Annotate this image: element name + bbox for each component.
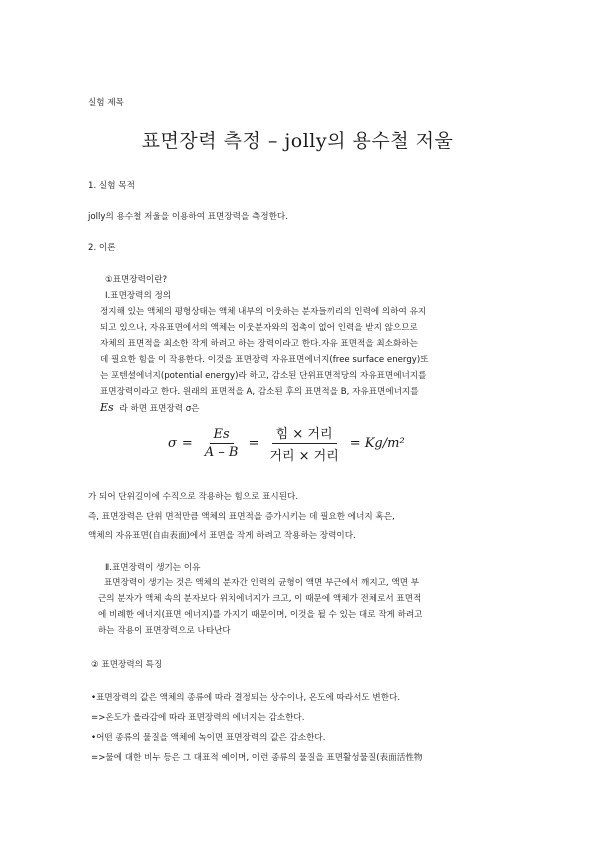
subsection-2-heading: ② 표면장력의 특징 — [91, 660, 163, 670]
definition-line-1: 정지해 있는 액체의 평형상태는 액체 내부의 이웃하는 분자들끼리의 인력에 의하여 유지 — [100, 307, 427, 317]
es-symbol: Es — [100, 401, 114, 414]
definition-line-5: 는 포텐셜에너지(potential energy)라 하고, 감소된 단위표면적당의 자유표면에너지를 — [100, 371, 427, 381]
definition-line-6: 표면장력이라고 한다. 원래의 표면적을 A, 감소된 후의 표면적을 B, 자유표면에너지를 — [100, 387, 419, 397]
formula-fraction-energy — [201, 427, 243, 460]
formula-equals-3: = — [349, 436, 361, 451]
formula-sigma: σ — [168, 436, 177, 451]
feature-line-2: =>온도가 올라감에 따라 표면장력의 에너지는 감소한다. — [91, 713, 305, 723]
reason-line-4: 하는 작용이 표면장력으로 나타난다 — [98, 626, 231, 636]
feature-line-4: =>물에 대한 비누 등은 그 대표적 예이며, 이런 종류의 물질을 표면활성물질(表面活性物 — [91, 753, 423, 763]
section-2-heading: 2. 이론 — [88, 243, 116, 253]
section-1-body: jolly의 용수철 저울을 이용하여 표면장력을 측정한다. — [88, 212, 288, 222]
definition-line-3: 자체의 표면적을 최소한 작게 하려고 하는 장력이라고 한다.자유 표면적을 최소화하는 — [100, 339, 418, 349]
after-formula-line-1: 가 되어 단위길이에 수직으로 작용하는 힘으로 표시된다. — [88, 492, 299, 502]
es-line-text: 라 하면 표면장력 σ은 — [119, 404, 200, 414]
formula-numerator-es: Es — [210, 427, 234, 444]
section-1-heading: 1. 실험 목적 — [88, 181, 135, 191]
formula-result-units: Kg/m² — [364, 436, 405, 451]
formula-denominator-distance-distance: 거리 × 거리 — [269, 449, 339, 464]
surface-tension-formula — [168, 423, 405, 464]
reason-line-1: 표면장력이 생기는 것은 액체의 분자간 인력의 균형이 액면 부근에서 깨지고, 액면 부 — [104, 578, 420, 588]
after-formula-line-2: 즉, 표면장력은 단위 면적만큼 액체의 표면적을 증가시키는 데 필요한 에너지 혹은, — [88, 512, 395, 522]
feature-line-1: •표면장력의 값은 액체의 종류에 따라 결정되는 상수이나, 온도에 따라서도 변한다. — [91, 693, 401, 703]
reason-line-2: 근의 분자가 액체 속의 분자보다 위치에너지가 크고, 이 때문에 액체가 전체로서 표면적 — [98, 594, 422, 604]
subsection-1-i-heading: Ⅰ.표면장력의 정의 — [105, 291, 172, 301]
formula-equals-2: = — [248, 436, 260, 451]
formula-fraction-units — [265, 423, 342, 464]
subsection-1-ii-heading: Ⅱ.표면장력이 생기는 이유 — [105, 563, 201, 573]
formula-equals-1: = — [181, 436, 193, 451]
formula-denominator-ab: A – B — [204, 445, 239, 460]
feature-line-3: •어떤 종류의 물질을 액체에 녹이면 표면장력의 값은 감소한다. — [91, 733, 326, 743]
after-formula-line-3: 액체의 자유표면(自由表面)에서 표면을 작게 하려고 작용하는 장력이다. — [88, 531, 356, 541]
es-line — [100, 401, 199, 414]
experiment-label: 실험 제목 — [88, 98, 124, 108]
subsection-1-heading: ①표면장력이란? — [105, 275, 168, 285]
definition-line-4: 데 필요한 힘을 이 작용한다. 이것을 표면장력 자유표면에너지(free surface energy)또 — [100, 355, 429, 365]
formula-numerator-force-distance: 힘 × 거리 — [272, 423, 337, 444]
definition-line-2: 되고 있으나, 자유표면에서의 액체는 이웃분자와의 접촉이 없어 인력을 받지 않으므로 — [100, 323, 418, 333]
reason-line-3: 에 비례한 에너지(표면 에너지)를 가지기 때문이며, 이것을 될 수 있는 대로 작게 하려고 — [98, 610, 423, 620]
document-title: 표면장력 측정 – jolly의 용수철 저울 — [141, 130, 454, 152]
